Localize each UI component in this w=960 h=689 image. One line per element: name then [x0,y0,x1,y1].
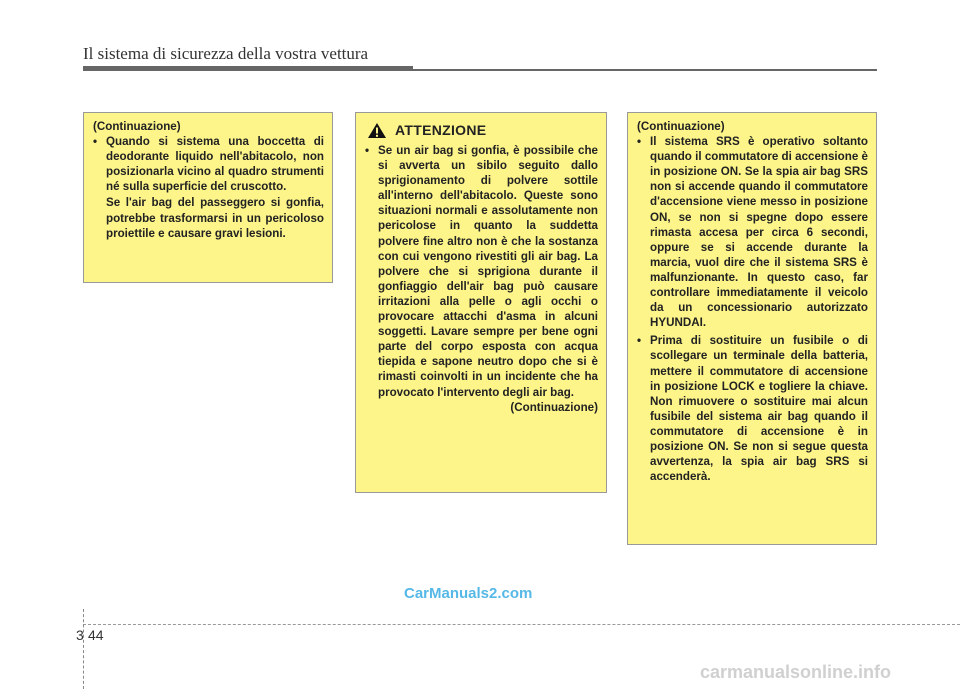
continued-label: (Continuazione) [510,400,598,414]
bullet-fuse-replacement: • Prima di sostituire un fusibile o di scollegare un terminale della batteria, mettere il commutatore di accensione in posizione LOCK e togliere la chiave. Non rimuovere o sostituire mai alcun fusibile del sistema air bag quando il commutatore di accensione è in posizione ON. Se non si segue questa avvertenza, la spia air bag SRS si accenderà. [637,333,868,484]
warning-box-left [83,112,333,283]
footer-dashed-rule [83,624,960,625]
watermark-carmanuals: CarManuals2.com [404,585,533,602]
warning-box-right [627,112,877,545]
header-rule-thin [413,69,877,71]
section-number: 3 [76,627,84,643]
warning-title: ATTENZIONE [395,121,487,138]
page-number-divider [83,609,84,689]
continued-label: (Continuazione) [93,120,181,133]
warning-header [367,122,598,139]
footer-watermark: carmanualsonline.info [700,662,892,682]
bullet-deodorant: • Quando si sistema una boccetta di deodorante liquido nell'abitacolo, non posizionarla vicino al quadro strumenti né sulla superficie del cruscotto. [93,134,324,194]
header-rule-thick [83,66,413,71]
warning-triangle-icon [367,122,387,139]
paragraph-passenger-airbag: Se l'air bag del passeggero si gonfia, potrebbe trasformarsi in un pericoloso proiettile e causare gravi lesioni. [106,196,324,240]
warning-box-middle [355,112,607,493]
bullet-srs-operation: • Il sistema SRS è operativo soltanto quando il commutatore di accensione è in posizione ON. Se la spia air bag SRS non si accende quando il commutatore d'accensione viene messo in posizione ON, se non si spegne dopo essere rimasta accesa per circa 6 secondi, oppure se si accende durante la marcia, vuol dire che il sistema SRS è malfunzionante. In questo caso, far controllare immediatamente il veicolo da un concessionario autorizzato HYUNDAI. [637,134,868,330]
page-header-title: Il sistema di sicurezza della vostra vettura [83,44,369,63]
continued-label: (Continuazione) [637,120,725,133]
page-number: 44 [88,627,104,643]
bullet-airbag-powder: • Se un air bag si gonfia, è possibile che si avverta un sibilo seguito dallo sprigionamento di polvere sottile all'interno dell'abitacolo. Queste sono situazioni normali e assolutamente non pericolose in quanto la suddetta polvere fine altro non è che la sostanza con cui vengono rivestiti gli air bag. La polvere che si sprigiona durante il gonfiaggio dell'air bag può causare irritazioni alla pelle o agli occhi o provocare attacchi d'asma in alcuni soggetti. Lavare sempre per bene ogni parte del corpo esposta con acqua tiepida e sapone neutro dopo che si è rimasti coinvolti in un incidente che ha provocato l'intervento degli air bag. [365,143,598,400]
